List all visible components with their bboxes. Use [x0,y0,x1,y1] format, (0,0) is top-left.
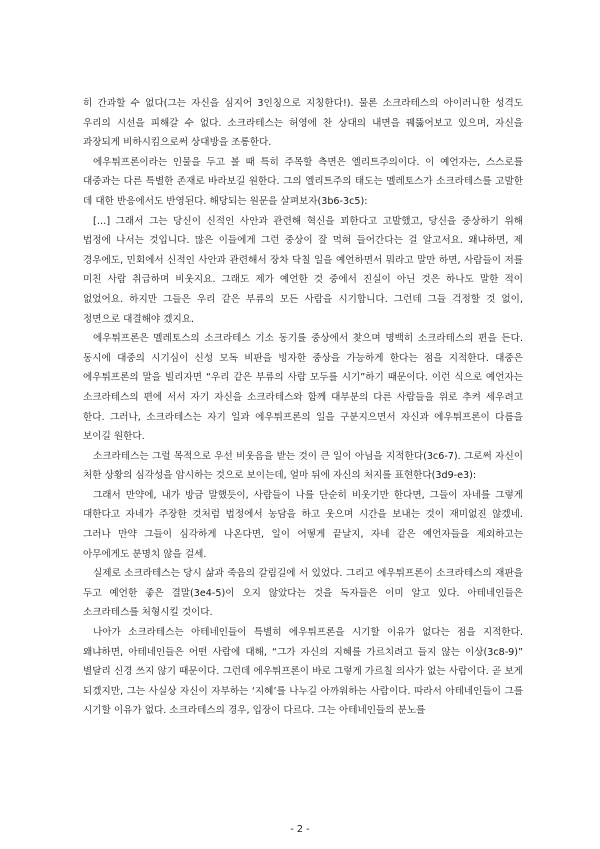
paragraph: 히 간과할 수 없다(그는 자신을 심지어 3인칭으로 지칭한다!). 물론 소크라테스의 아이러니한 성격도 우리의 시선을 피해갈 수 없다. 소크라테스는 허영에 찬 상대의 내면을 꿰뚫어보고 있으며, 자신을 과장되게 비하시킴으로써 상대방을 조롱한다. [83,98,523,149]
block-quote: […] 그래서 그는 당신이 신적인 사안과 관련해 혁신을 꾀한다고 고발했고, 당신을 중상하기 위해 법정에 나서는 것입니다. 많은 이들에게 그런 중상이 잘 먹혀 들어간다는 걸 알고서요. 왜냐하면, 제 경우에도, 민회에서 신적인 사안과 관련해서 장차 닥칠 일을 예언하면서 뭐라고 말만 하면, 사람들이 저를 미친 사람 취급하며 비웃지요. 그래도 제가 예언한 것 중에서 진실이 아닌 것은 하나도 말한 적이 없었어요. 하지만 그들은 우리 같은 부류의 모든 사람을 시기합니다. 그런데 그들 걱정할 것 없이, 정면으로 대결해야 겠지요. [83,215,523,325]
paragraph: 에우튀프론은 멜레토스의 소크라테스 기소 동기를 중상에서 찾으며 명백히 소크라테스의 편을 든다. 동시에 대중의 시기심이 신성 모독 비판을 빙자한 중상을 가능하게 한다는 점을 지적한다. 대중은 에우튀프론의 말을 빌리자면 “우리 같은 부류의 사람 모두를 시기”하기 때문이다. 이런 식으로 예언자는 소크라테스의 편에 서서 자기 자신을 소크라테스와 함께 대부분의 다른 사람들을 위로 추켜 세우려고 한다. 그러나, 소크라테스는 자기 일과 에우튀프론의 일을 구분지으면서 자신과 에우튀프론이 다름을 보이길 원한다. [83,333,523,443]
paragraph: 소크라테스는 그럴 목적으로 우선 비웃음을 받는 것이 큰 일이 아님을 지적한다(3c6-7). 그로써 자신이 처한 상황의 심각성을 암시하는 것으로 보이는데, 얼마 뒤에 자신의 처지를 표현한다(3d9-e3): [83,450,523,482]
paragraph: 실제로 소크라테스는 당시 삶과 죽음의 갈림길에 서 있었다. 그리고 에우튀프론이 소크라테스의 재판을 두고 예언한 좋은 결말(3e4-5)이 오지 않았다는 것을 독자들은 이미 알고 있다. 아테네인들은 소크라테스를 처형시킬 것이다. [83,568,523,619]
paragraph: 나아가 소크라테스는 아테네인들이 특별히 에우튀프론을 시기할 이유가 없다는 점을 지적한다. 왜냐하면, 아테네인들은 어떤 사람에 대해, “그가 자신의 지혜를 가르치려고 들지 않는 이상(3c8-9)” 별달리 신경 쓰지 않기 때문이다. 그런데 에우튀프론이 바로 그렇게 가르칠 의사가 없는 사람이다. 곧 보게 되겠지만, 그는 사실상 자신이 자부하는 ‘지혜’를 나누길 아까워하는 사람이다. 따라서 아테네인들이 그를 시기할 이유가 없다. 소크라테스의 경우, 입장이 다르다. 그는 아테네인들의 분노를 [83,627,523,717]
page-number: - 2 - [290,824,310,835]
body-text [83,94,523,721]
paragraph: 에우튀프론이라는 인물을 두고 볼 때 특히 주목할 측면은 엘리트주의이다. 이 예언자는, 스스로를 대중과는 다른 특별한 존재로 바라보길 원한다. 그의 엘리트주의 태도는 멜레토스가 소크라테스를 고발한 데 대한 반응에서도 반영된다. 해당되는 원문을 살펴보자(3b6-3c5): [83,156,523,207]
block-quote: 그래서 만약에, 내가 방금 말했듯이, 사람들이 나를 단순히 비웃기만 한다면, 그들이 자네를 그렇게 대한다고 자네가 주장한 것처럼 법정에서 농담을 하고 웃으며 시간을 보내는 것이 재미없진 않겠네. 그러나 만약 그들이 심각하게 나온다면, 일이 어떻게 끝날지, 자네 같은 예언자들을 제외하고는 아무에게도 분명치 않을 걸세. [83,489,523,560]
